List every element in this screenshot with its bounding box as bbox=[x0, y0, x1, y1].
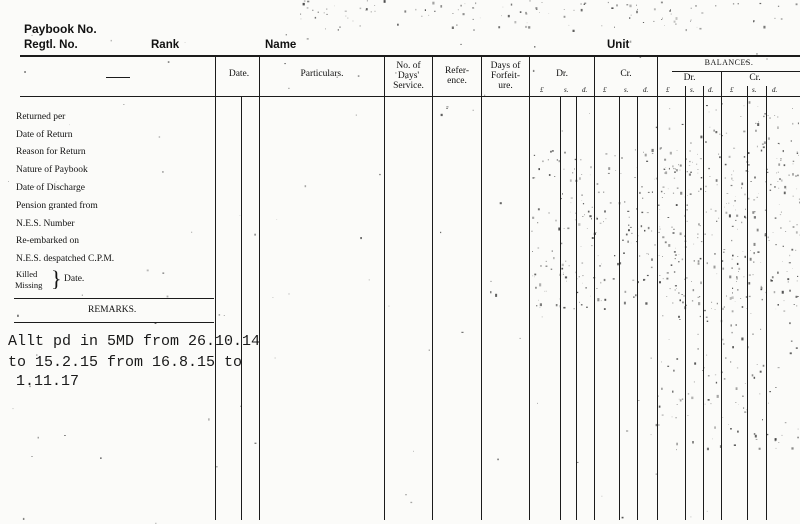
row-label-pension-granted: Pension granted from bbox=[16, 201, 98, 211]
col-rule-bal-cr-left bbox=[721, 72, 722, 520]
col-rule-cr-left bbox=[594, 56, 595, 520]
row-label-nes-number: N.E.S. Number bbox=[16, 219, 75, 229]
cr-column-header: Cr. bbox=[620, 69, 632, 79]
killed-missing-brace-icon: } bbox=[51, 266, 62, 291]
row-label-nature-of-paybook: Nature of Paybook bbox=[16, 165, 88, 175]
col-rule-cr-s bbox=[619, 96, 620, 520]
particulars-column-header: Particulars. bbox=[300, 69, 344, 79]
row-label-returned-per: Returned per bbox=[16, 112, 66, 122]
col-rule-reference-left bbox=[432, 56, 433, 520]
header-bottom-rule bbox=[20, 96, 800, 97]
name-label: Name bbox=[265, 39, 297, 51]
dr-shillings-subheader: s. bbox=[564, 86, 569, 94]
remarks-note-line-3: 1.11.17 bbox=[16, 373, 80, 390]
col-rule-date-inner bbox=[241, 96, 242, 520]
balances-cr-header: Cr. bbox=[749, 73, 761, 83]
row-label-reason-for-return: Reason for Return bbox=[16, 147, 86, 157]
col-rule-dr-s bbox=[560, 96, 561, 520]
col-rule-date-left bbox=[215, 56, 216, 520]
col-rule-particulars-left bbox=[259, 56, 260, 520]
killed-label: Killed bbox=[16, 269, 38, 279]
reference-column-header: Refer- ence. bbox=[444, 66, 470, 86]
row-label-date-of-return: Date of Return bbox=[16, 130, 73, 140]
col-rule-dr-d bbox=[576, 96, 577, 520]
bal-cr-pounds-subheader: £ bbox=[730, 86, 734, 94]
bal-cr-shillings-subheader: s. bbox=[752, 86, 757, 94]
bal-dr-shillings-subheader: s. bbox=[690, 86, 695, 94]
paybook-no-label: Paybook No. bbox=[24, 22, 97, 36]
unit-label: Unit bbox=[607, 39, 630, 51]
col-rule-service-left bbox=[384, 56, 385, 520]
bal-dr-pounds-subheader: £ bbox=[666, 86, 670, 94]
left-header-dash bbox=[106, 77, 130, 78]
col-rule-bal-cr-s bbox=[747, 86, 748, 520]
remarks-note-line-1: Allt pd in 5MD from 26.10.14 bbox=[8, 333, 261, 350]
col-rule-bal-dr-s bbox=[685, 86, 686, 520]
cr-pounds-subheader: £ bbox=[603, 86, 607, 94]
dr-pounds-subheader: £ bbox=[540, 86, 544, 94]
rank-label: Rank bbox=[151, 39, 180, 51]
missing-label: Missing bbox=[15, 280, 43, 290]
remarks-note-line-2: to 15.2.15 from 16.8.15 to bbox=[8, 354, 243, 371]
col-rule-forfeiture-left bbox=[481, 56, 482, 520]
row-label-date-of-discharge: Date of Discharge bbox=[16, 183, 85, 193]
col-rule-balances-left bbox=[657, 56, 658, 520]
row-label-re-embarked: Re-embarked on bbox=[16, 236, 80, 246]
days-service-column-header: No. of Days' Service. bbox=[393, 61, 424, 91]
cr-pence-subheader: d. bbox=[643, 86, 649, 94]
remarks-bottom-rule bbox=[14, 322, 214, 323]
balances-divider bbox=[672, 71, 800, 72]
col-rule-cr-d bbox=[637, 96, 638, 520]
bal-dr-pence-subheader: d. bbox=[708, 86, 714, 94]
remarks-label: REMARKS. bbox=[88, 305, 137, 315]
regtl-no-label: Regtl. No. bbox=[24, 39, 78, 51]
days-forfeiture-column-header: Days of Forfeit- ure. bbox=[490, 61, 521, 91]
remarks-top-rule bbox=[14, 298, 214, 299]
cr-shillings-subheader: s. bbox=[624, 86, 629, 94]
dr-pence-subheader: d. bbox=[582, 86, 588, 94]
killed-missing-date-label: Date. bbox=[64, 274, 85, 284]
balances-dr-header: Dr. bbox=[683, 73, 696, 83]
header-top-rule bbox=[20, 55, 800, 57]
col-rule-bal-dr-d bbox=[703, 86, 704, 520]
row-label-nes-despatched: N.E.S. despatched C.P.M. bbox=[16, 254, 115, 264]
balances-column-header: BALANCES. bbox=[704, 58, 754, 67]
bal-cr-pence-subheader: d. bbox=[772, 86, 778, 94]
date-column-header: Date. bbox=[228, 69, 250, 79]
col-rule-bal-cr-d bbox=[766, 86, 767, 520]
col-rule-dr-left bbox=[529, 56, 530, 520]
dr-column-header: Dr. bbox=[556, 69, 568, 79]
